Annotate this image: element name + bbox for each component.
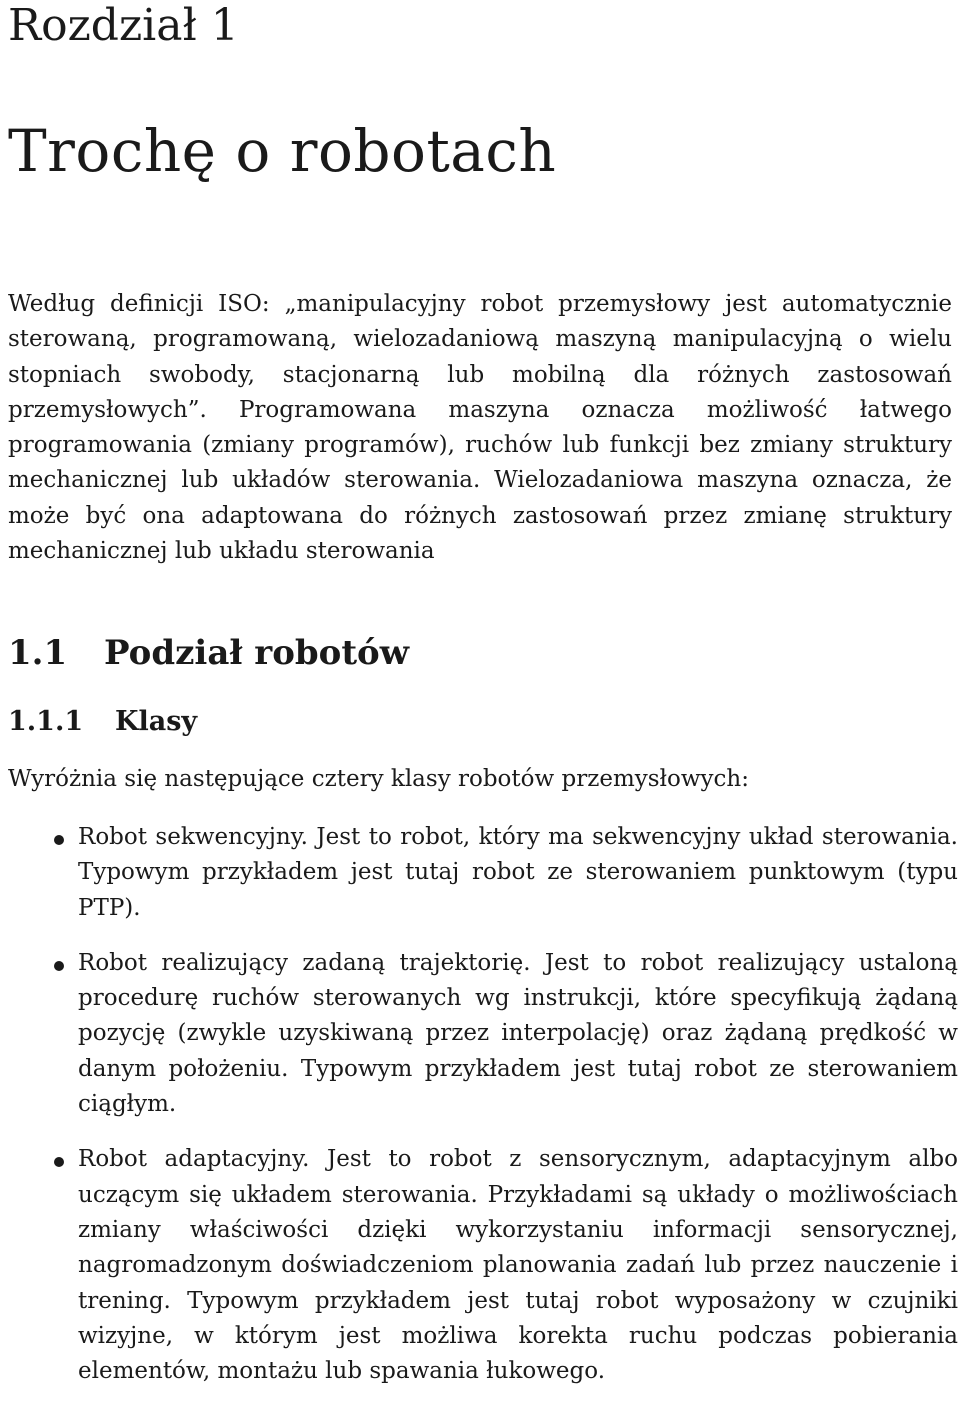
section-number: 1.1 <box>8 633 68 673</box>
chapter-title: Trochę o robotach <box>8 117 557 185</box>
subsection-number: 1.1.1 <box>8 706 84 737</box>
chapter-label: Rozdział 1 <box>8 0 239 51</box>
robot-classes-list <box>8 820 958 1409</box>
list-item <box>8 946 958 1122</box>
bullet-icon <box>54 835 64 845</box>
list-item <box>8 820 958 926</box>
list-item-text: Robot sekwencyjny. Jest to robot, który ma sekwencyjny układ sterowania. Typowym przykładem jest tutaj robot ze sterowaniem punktowym (typu PTP). <box>78 824 958 921</box>
list-item <box>8 1142 958 1389</box>
intro-paragraph: Według definicji ISO: „manipulacyjny robot przemysłowy jest automatycznie sterowaną, programowaną, wielozadaniową maszyną manipulacyjną o wielu stopniach swobody, stacjonarną lub mobilną dla różnych zastosowań przemysłowych”. Programowana maszyna oznacza możliwość łatwego programowania (zmiany programów), ruchów lub funkcji bez zmiany struktury mechanicznej lub układów sterowania. Wielozadaniowa maszyna oznacza, że może być ona adaptowana do różnych zastosowań przez zmianę struktury mechanicznej lub układu sterowania <box>8 291 952 565</box>
subsection-heading <box>8 708 197 735</box>
section-heading <box>8 633 409 673</box>
bullet-icon <box>54 961 64 971</box>
list-item-text: Robot adaptacyjny. Jest to robot z sensorycznym, adaptacyjnym albo uczącym się układem sterowania. Przykładami są układy o możliwościach zmiany właściwości dzięki wykorzystaniu informacji sensorycznej, nagromadzonym doświadczeniom planowania zadań lub przez nauczenie i trening. Typowym przykładem jest tutaj robot wyposażony w czujniki wizyjne, w którym jest możliwa korekta ruchu podczas pobierania elementów, montażu lub spawania łukowego. <box>78 1146 958 1385</box>
subsection-title: Klasy <box>115 706 198 737</box>
lead-paragraph: Wyróżnia się następujące cztery klasy robotów przemysłowych: <box>8 766 749 792</box>
list-item-text: Robot realizujący zadaną trajektorię. Jest to robot realizujący ustaloną procedurę ruchów sterowanych wg instrukcji, które specyfikują żądaną pozycję (zwykle uzyskiwaną przez interpolację) oraz żądaną prędkość w danym położeniu. Typowym przykładem jest tutaj robot ze sterowaniem ciągłym. <box>78 949 958 1118</box>
section-title: Podział robotów <box>104 633 409 673</box>
bullet-icon <box>54 1157 64 1167</box>
